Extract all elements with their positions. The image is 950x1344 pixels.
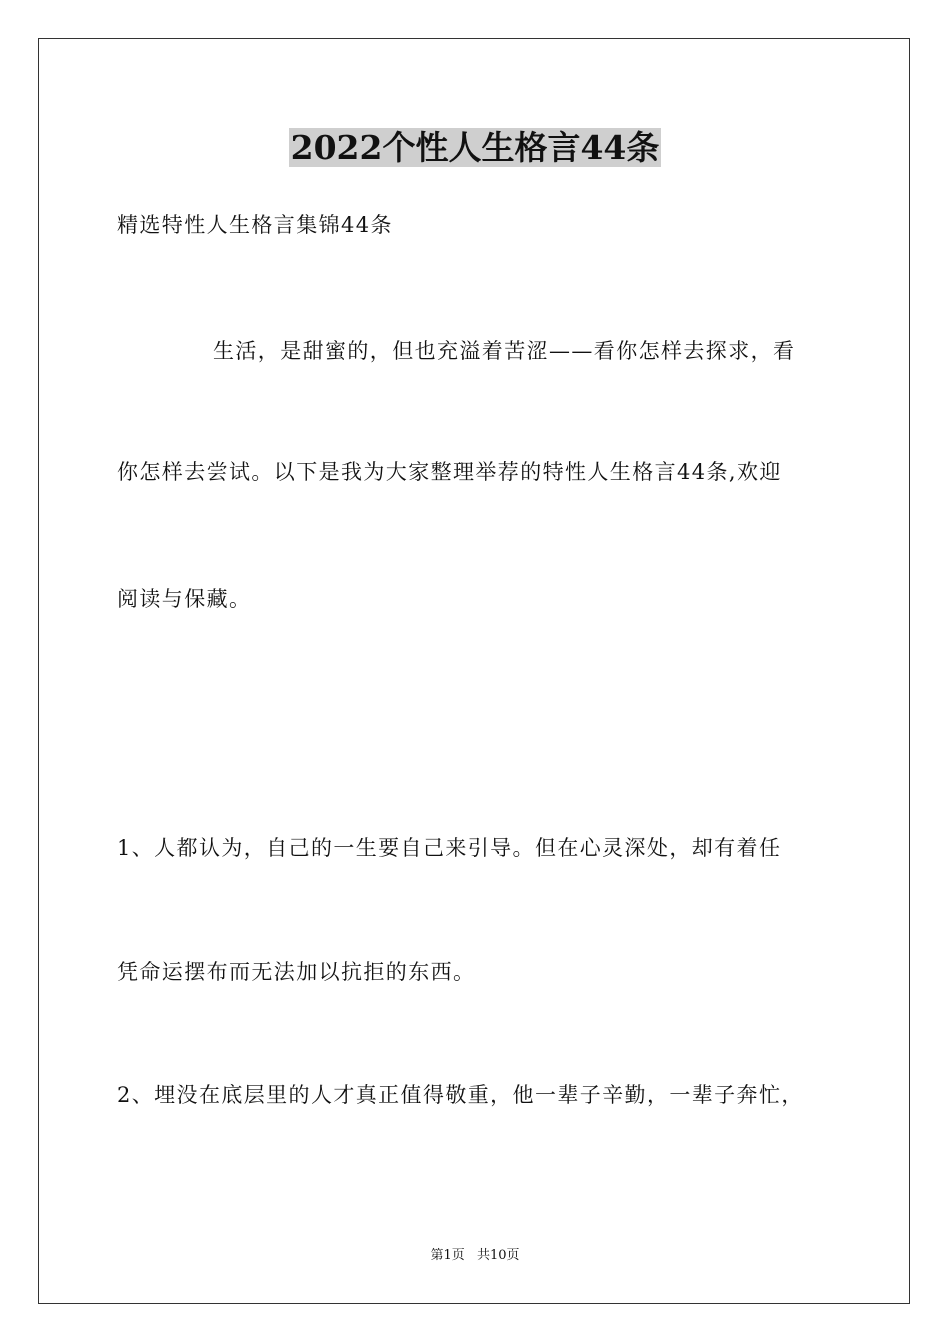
document-title-text: 2022个性人生格言44条	[290, 128, 660, 167]
paragraph-line: 你怎样去尝试。以下是我为大家整理举荐的特性人生格言44条,欢迎	[117, 460, 782, 484]
document-title	[0, 126, 950, 170]
page-number-total: 共10页	[476, 1248, 520, 1263]
page-footer	[0, 1246, 950, 1266]
page-number-current: 第1页	[430, 1248, 465, 1263]
paragraph-line: 阅读与保藏。	[117, 587, 252, 611]
list-item: 凭命运摆布而无法加以抗拒的东西。	[117, 960, 476, 984]
list-item: 2、埋没在底层里的人才真正值得敬重，他一辈子辛勤，一辈子奔忙，	[117, 1083, 804, 1107]
list-item: 1、人都认为，自己的一生要自己来引导。但在心灵深处，却有着任	[117, 836, 782, 860]
paragraph-line: 生活，是甜蜜的，但也充溢着苦涩——看你怎样去探求，看	[213, 339, 796, 363]
document-subtitle: 精选特性人生格言集锦44条	[117, 213, 393, 237]
